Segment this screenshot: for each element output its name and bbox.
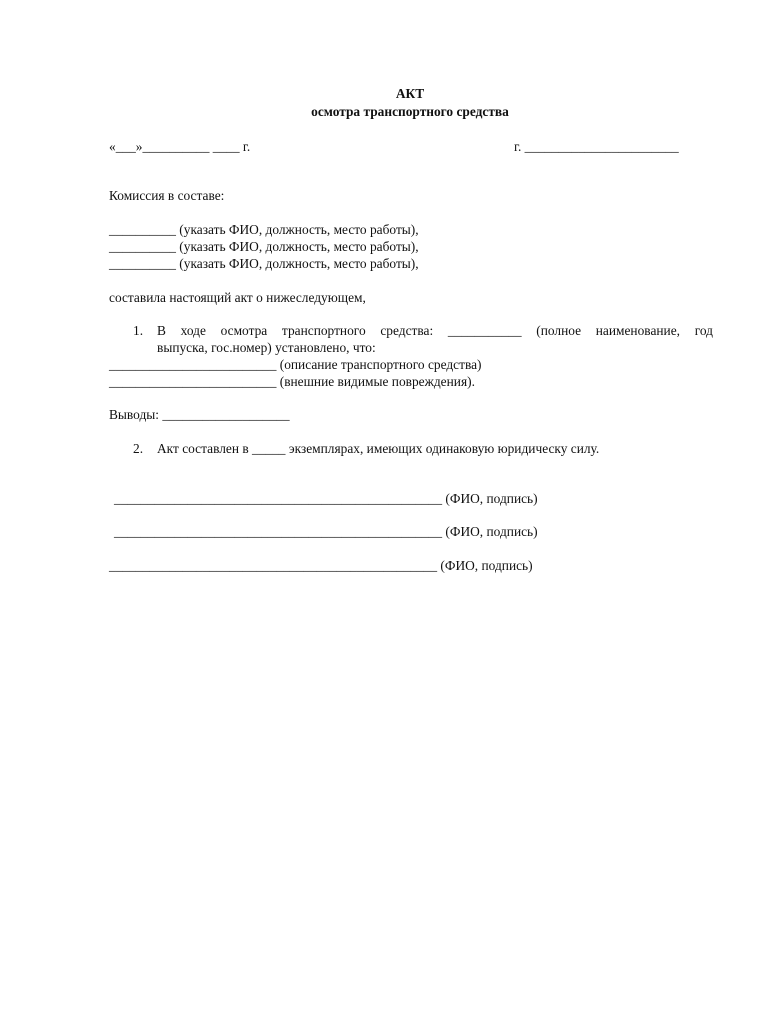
damage-line: _________________________ (внешние видимые повреждения). (109, 374, 475, 389)
city-line: г. _______________________ (514, 139, 679, 154)
inspection-text-line: В ходе осмотра транспортного средства: ___________ (полное наименование, год (157, 323, 713, 338)
signature-line: _________________________________________________ (ФИО, подпись) (114, 491, 538, 506)
description-line: _________________________ (описание транспортного средства) (109, 357, 482, 372)
commission-label: Комиссия в составе: (109, 188, 225, 203)
signature-line: _________________________________________________ (ФИО, подпись) (114, 524, 538, 539)
item-number: 1. (133, 323, 144, 338)
compiled-line: составила настоящий акт о нижеследующем, (109, 290, 366, 305)
commission-member: __________ (указать ФИО, должность, место работы), (109, 222, 419, 237)
signature-line: _________________________________________________ (ФИО, подпись) (109, 558, 533, 573)
copies-text: Акт составлен в _____ экземплярах, имеющих одинаковую юридическу силу. (157, 441, 600, 456)
document-title: АКТ (395, 86, 425, 101)
inspection-text-line: выпуска, гос.номер) установлено, что: (157, 340, 376, 355)
date-line: «___»__________ ____ г. (109, 139, 251, 154)
commission-member: __________ (указать ФИО, должность, место работы), (109, 256, 419, 271)
document-subtitle: осмотра транспортного средства (311, 104, 509, 119)
item-number: 2. (133, 441, 144, 456)
commission-member: __________ (указать ФИО, должность, место работы), (109, 239, 419, 254)
conclusions-line: Выводы: ___________________ (109, 407, 290, 422)
